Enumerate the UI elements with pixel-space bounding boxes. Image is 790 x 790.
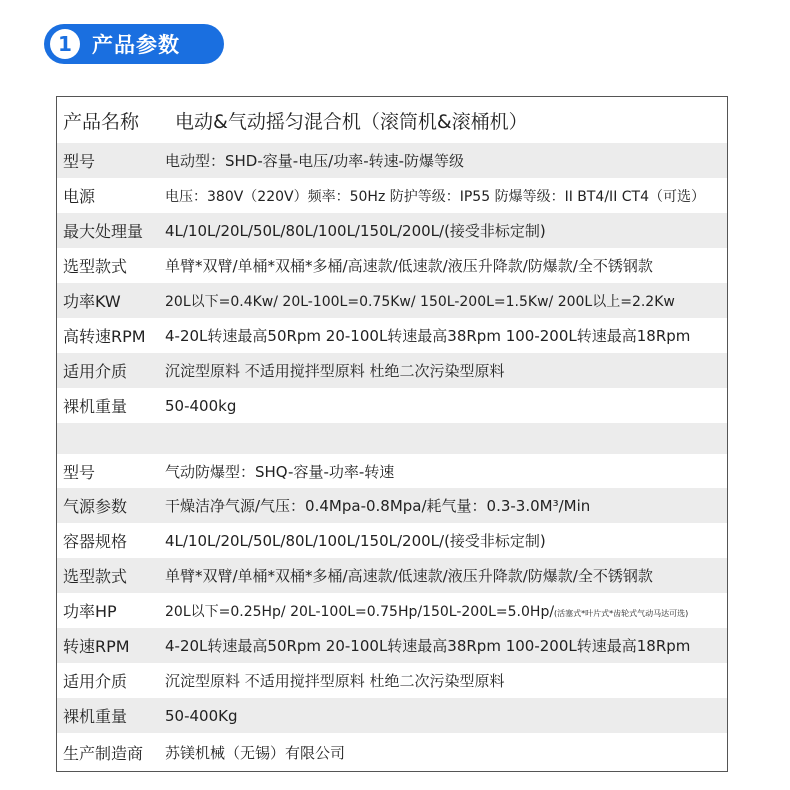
spec-row bbox=[57, 143, 727, 178]
spec-row bbox=[57, 178, 727, 213]
spec-value bbox=[165, 601, 688, 621]
section-number-badge: 1 bbox=[50, 29, 80, 59]
spec-label: 容器规格 bbox=[63, 532, 128, 551]
spec-label: 裸机重量 bbox=[63, 707, 128, 726]
spec-row bbox=[57, 283, 727, 318]
spec-label: 最大处理量 bbox=[63, 222, 144, 241]
spec-label: 功率KW bbox=[63, 292, 121, 311]
spec-value: 单臂*双臂/单桶*双桶*多桶/高速款/低速款/液压升降款/防爆款/全不锈钢款 bbox=[165, 567, 653, 585]
spec-row bbox=[57, 213, 727, 248]
spec-value: 沉淀型原料 不适用搅拌型原料 杜绝二次污染型原料 bbox=[165, 362, 505, 380]
section-title: 产品参数 bbox=[92, 33, 180, 57]
motor-options-note: (活塞式*叶片式*齿轮式气动马达可选) bbox=[554, 608, 689, 618]
spec-row bbox=[57, 454, 727, 488]
spec-label: 选型款式 bbox=[63, 257, 128, 276]
power-hp-text: 20L以下=0.25Hp/ 20L-100L=0.75Hp/150L-200L=5.0Hp/ bbox=[165, 603, 555, 620]
spec-value: 4L/10L/20L/50L/80L/100L/150L/200L/(接受非标定制) bbox=[165, 532, 546, 550]
spec-value: 4-20L转速最高50Rpm 20-100L转速最高38Rpm 100-200L转速最高18Rpm bbox=[165, 637, 691, 655]
spec-row bbox=[57, 353, 727, 388]
spec-label: 高转速RPM bbox=[63, 327, 146, 346]
spec-label: 适用介质 bbox=[63, 672, 128, 691]
spec-label: 适用介质 bbox=[63, 362, 128, 381]
spec-value: 4-20L转速最高50Rpm 20-100L转速最高38Rpm 100-200L转速最高18Rpm bbox=[165, 327, 691, 345]
spec-value: 4L/10L/20L/50L/80L/100L/150L/200L/(接受非标定制) bbox=[165, 222, 546, 240]
spec-table bbox=[56, 96, 728, 772]
spec-row bbox=[57, 488, 727, 523]
spec-row bbox=[57, 733, 727, 771]
spec-row bbox=[57, 523, 727, 558]
spec-value: 电动型：SHD-容量-电压/功率-转速-防爆等级 bbox=[165, 152, 465, 170]
spec-label: 选型款式 bbox=[63, 567, 128, 586]
product-name-value: 电动&气动摇匀混合机（滚筒机&滚桶机） bbox=[175, 110, 528, 133]
spec-row bbox=[57, 248, 727, 283]
spec-value: 气动防爆型：SHQ-容量-功率-转速 bbox=[165, 462, 395, 481]
spec-value: 干燥洁净气源/气压：0.4Mpa-0.8Mpa/耗气量：0.3-3.0M³/Min bbox=[165, 497, 591, 515]
spec-label: 电源 bbox=[63, 187, 96, 206]
spec-label: 气源参数 bbox=[63, 497, 128, 516]
spec-label: 生产制造商 bbox=[63, 743, 144, 763]
spec-row bbox=[57, 698, 727, 733]
section-header bbox=[44, 24, 224, 64]
spec-value: 苏镁机械（无锡）有限公司 bbox=[165, 743, 346, 762]
spec-value: 沉淀型原料 不适用搅拌型原料 杜绝二次污染型原料 bbox=[165, 672, 505, 690]
spec-label: 型号 bbox=[63, 462, 96, 482]
spec-row bbox=[57, 388, 727, 423]
spec-value: 50-400kg bbox=[165, 396, 237, 415]
spec-label: 裸机重量 bbox=[63, 397, 128, 416]
spec-value: 20L以下=0.4Kw/ 20L-100L=0.75Kw/ 150L-200L=1.5Kw/ 200L以上=2.2Kw bbox=[165, 293, 675, 310]
spec-row bbox=[57, 558, 727, 593]
spec-value: 电压：380V（220V）频率：50Hz 防护等级：IP55 防爆等级：II BT4/II CT4（可选） bbox=[165, 188, 706, 205]
spec-row bbox=[57, 593, 727, 628]
spec-value: 单臂*双臂/单桶*双桶*多桶/高速款/低速款/液压升降款/防爆款/全不锈钢款 bbox=[165, 257, 653, 275]
spec-row bbox=[57, 628, 727, 663]
spec-label: 型号 bbox=[63, 152, 96, 171]
spec-row bbox=[57, 663, 727, 698]
spec-label: 功率HP bbox=[63, 602, 117, 621]
product-name-label: 产品名称 bbox=[63, 110, 140, 133]
spec-row bbox=[57, 318, 727, 353]
spec-value: 50-400Kg bbox=[165, 706, 238, 725]
product-name-row bbox=[57, 97, 727, 143]
spec-label: 转速RPM bbox=[63, 637, 130, 656]
section-divider bbox=[57, 423, 727, 454]
